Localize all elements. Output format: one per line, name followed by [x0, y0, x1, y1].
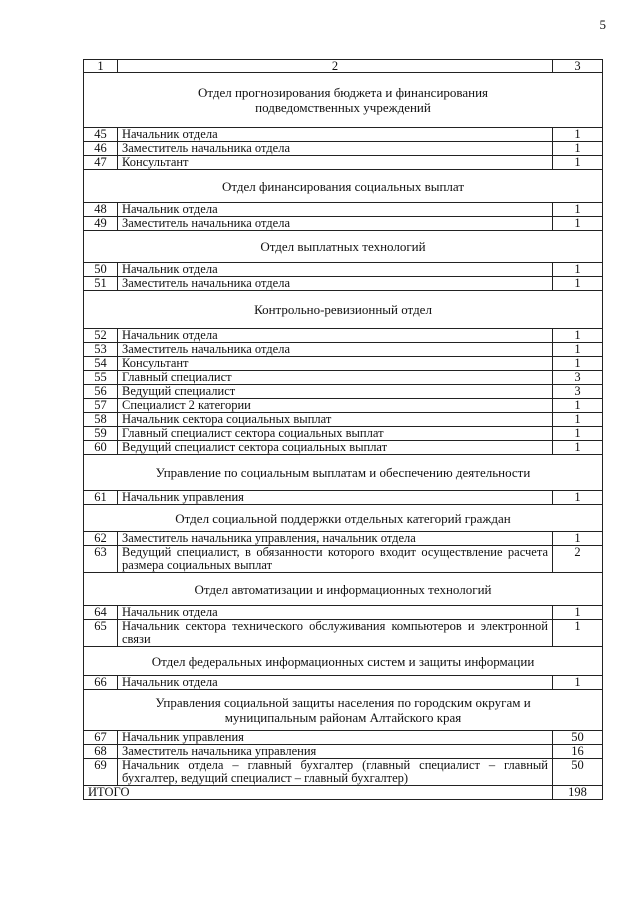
section-heading: Отдел федеральных информационных систем и защиты информации [84, 647, 603, 676]
table-row [84, 329, 603, 343]
section-heading-row [84, 647, 603, 676]
total-row [84, 786, 603, 800]
position-title: Начальник сектора социальных выплат [118, 413, 553, 427]
position-count: 50 [553, 759, 603, 786]
position-title: Заместитель начальника отдела [118, 217, 553, 231]
row-number: 49 [84, 217, 118, 231]
row-number: 55 [84, 371, 118, 385]
position-title: Начальник отдела [118, 676, 553, 690]
section-heading-row [84, 170, 603, 203]
position-count: 1 [553, 441, 603, 455]
row-number: 62 [84, 532, 118, 546]
position-title: Ведущий специалист сектора социальных выплат [118, 441, 553, 455]
table-row [84, 217, 603, 231]
row-number: 60 [84, 441, 118, 455]
position-title: Начальник отдела – главный бухгалтер (главный специалист – главный бухгалтер, ведущий специалист – главный бухгалтер) [118, 759, 553, 786]
total-count: 198 [553, 786, 603, 800]
table-row [84, 491, 603, 505]
table-row [84, 156, 603, 170]
position-title: Начальник сектора технического обслуживания компьютеров и электронной связи [118, 620, 553, 647]
position-title: Заместитель начальника отдела [118, 142, 553, 156]
row-number: 48 [84, 203, 118, 217]
position-count: 50 [553, 731, 603, 745]
row-number: 56 [84, 385, 118, 399]
section-heading: Отдел финансирования социальных выплат [84, 170, 603, 203]
position-title: Ведущий специалист [118, 385, 553, 399]
table-row [84, 441, 603, 455]
position-count: 2 [553, 546, 603, 573]
total-label: ИТОГО [84, 786, 553, 800]
table-row [84, 142, 603, 156]
table-row [84, 427, 603, 441]
position-count: 1 [553, 606, 603, 620]
table-row [84, 371, 603, 385]
position-title: Начальник отдела [118, 263, 553, 277]
section-heading-row [84, 505, 603, 532]
position-count: 1 [553, 532, 603, 546]
row-number: 50 [84, 263, 118, 277]
table-row [84, 413, 603, 427]
section-heading: Отдел автоматизации и информационных технологий [84, 573, 603, 606]
row-number: 68 [84, 745, 118, 759]
column-header-2: 2 [118, 60, 553, 73]
position-count: 3 [553, 385, 603, 399]
row-number: 69 [84, 759, 118, 786]
position-count: 1 [553, 203, 603, 217]
position-title: Ведущий специалист, в обязанности которого входит осуществление расчета размера социальных выплат [118, 546, 553, 573]
table-row [84, 759, 603, 786]
page-number: 5 [599, 17, 606, 32]
position-count: 1 [553, 343, 603, 357]
row-number: 67 [84, 731, 118, 745]
position-count: 1 [553, 156, 603, 170]
position-title: Начальник отдела [118, 203, 553, 217]
section-heading-row [84, 73, 603, 128]
position-count: 1 [553, 491, 603, 505]
position-count: 1 [553, 413, 603, 427]
row-number: 66 [84, 676, 118, 690]
row-number: 57 [84, 399, 118, 413]
staffing-table [83, 59, 603, 800]
position-count: 1 [553, 217, 603, 231]
table-row [84, 277, 603, 291]
position-title: Главный специалист [118, 371, 553, 385]
position-title: Начальник отдела [118, 128, 553, 142]
section-heading: Контрольно-ревизионный отдел [84, 291, 603, 329]
position-title: Главный специалист сектора социальных выплат [118, 427, 553, 441]
row-number: 52 [84, 329, 118, 343]
section-heading: Отдел выплатных технологий [84, 231, 603, 263]
section-heading: Управление по социальным выплатам и обеспечению деятельности [84, 455, 603, 491]
section-heading-row [84, 231, 603, 263]
position-title: Заместитель начальника отдела [118, 277, 553, 291]
row-number: 58 [84, 413, 118, 427]
row-number: 59 [84, 427, 118, 441]
position-title: Заместитель начальника управления [118, 745, 553, 759]
row-number: 46 [84, 142, 118, 156]
row-number: 53 [84, 343, 118, 357]
row-number: 45 [84, 128, 118, 142]
position-count: 1 [553, 676, 603, 690]
table-row [84, 731, 603, 745]
position-count: 1 [553, 128, 603, 142]
section-heading: Управления социальной защиты населения по городским округам и муниципальным районам Алтайского края [84, 690, 603, 731]
table-row [84, 357, 603, 371]
row-number: 61 [84, 491, 118, 505]
position-count: 1 [553, 277, 603, 291]
table-row [84, 676, 603, 690]
position-count: 16 [553, 745, 603, 759]
position-count: 1 [553, 142, 603, 156]
position-title: Консультант [118, 357, 553, 371]
position-count: 1 [553, 620, 603, 647]
position-count: 3 [553, 371, 603, 385]
position-title: Начальник управления [118, 731, 553, 745]
table-row [84, 263, 603, 277]
column-number-row [84, 60, 603, 73]
section-heading-row [84, 573, 603, 606]
table-row [84, 385, 603, 399]
position-count: 1 [553, 357, 603, 371]
position-title: Заместитель начальника управления, начальник отдела [118, 532, 553, 546]
position-title: Начальник отдела [118, 329, 553, 343]
section-heading: Отдел социальной поддержки отдельных категорий граждан [84, 505, 603, 532]
column-header-3: 3 [553, 60, 603, 73]
position-count: 1 [553, 329, 603, 343]
section-heading-row [84, 455, 603, 491]
table-row [84, 343, 603, 357]
table-row [84, 606, 603, 620]
position-count: 1 [553, 427, 603, 441]
position-title: Начальник отдела [118, 606, 553, 620]
section-heading: Отдел прогнозирования бюджета и финансирования подведомственных учреждений [84, 73, 603, 128]
position-title: Специалист 2 категории [118, 399, 553, 413]
table-row [84, 203, 603, 217]
row-number: 51 [84, 277, 118, 291]
position-title: Консультант [118, 156, 553, 170]
table-row [84, 745, 603, 759]
position-count: 1 [553, 399, 603, 413]
row-number: 63 [84, 546, 118, 573]
position-count: 1 [553, 263, 603, 277]
position-title: Начальник управления [118, 491, 553, 505]
section-heading-row [84, 291, 603, 329]
row-number: 54 [84, 357, 118, 371]
section-heading-row [84, 690, 603, 731]
table-row [84, 128, 603, 142]
row-number: 47 [84, 156, 118, 170]
position-title: Заместитель начальника отдела [118, 343, 553, 357]
table-row [84, 620, 603, 647]
table-row [84, 546, 603, 573]
column-header-1: 1 [84, 60, 118, 73]
row-number: 64 [84, 606, 118, 620]
table-row [84, 532, 603, 546]
table-row [84, 399, 603, 413]
row-number: 65 [84, 620, 118, 647]
